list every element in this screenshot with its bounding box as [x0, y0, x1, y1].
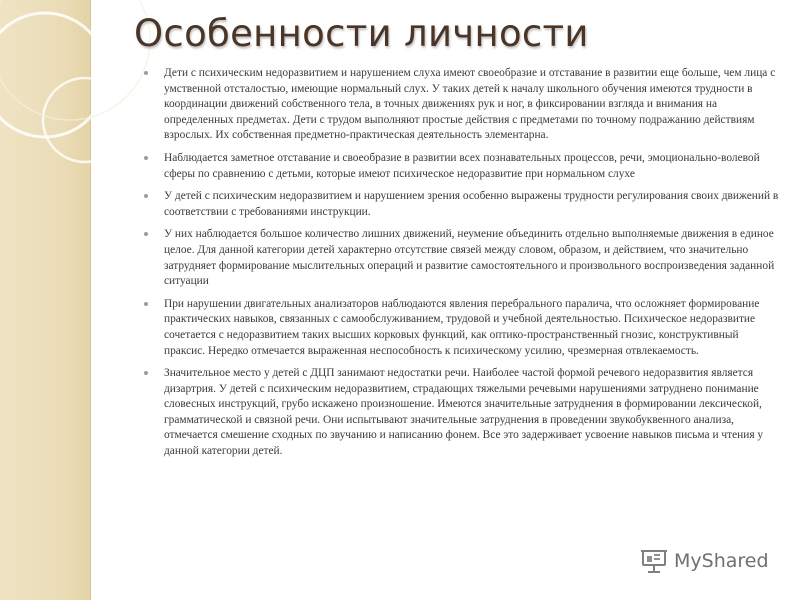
presentation-board-icon: [640, 548, 668, 574]
bullet-item: [144, 189, 780, 220]
bullet-dot-icon: [144, 232, 148, 236]
slide-title: Особенности личности: [134, 12, 589, 55]
bullet-dot-icon: [144, 302, 148, 306]
bullet-dot-icon: [144, 371, 148, 375]
bullet-item: [144, 151, 780, 182]
bullet-dot-icon: [144, 71, 148, 75]
bullet-text: У детей с психическим недоразвитием и нарушением зрения особенно выражены трудности регулирования своих движений в соответствии с требованиями инструкции.: [164, 190, 779, 218]
bullet-text: Наблюдается заметное отставание и своеобразие в развитии всех познавательных процессов, речи, эмоционально-волевой сферы по сравнению с детьми, которые имеют психическое недоразвитие при нормальном слухе: [164, 151, 760, 180]
bullet-text: При нарушении двигательных анализаторов наблюдаются явления перебрального паралича, что осложняет формирование практических навыков, связанных с самообслуживанием, трудовой и учебной деятельностью. Психическое недоразвитие сочетается с недоразвитием таких высших корковых функций, как оптико-пространственный гнозис, конструктивный праксис. Нередко отмечается выраженная неспособность к психическому усилию, чрезмерная отвлекаемость.: [164, 297, 760, 357]
bullet-dot-icon: [144, 156, 148, 160]
bullet-item: [144, 366, 780, 460]
watermark-text: MyShared: [674, 550, 769, 572]
bullet-item: [144, 66, 780, 144]
bullet-dot-icon: [144, 194, 148, 198]
bullet-text: У них наблюдается большое количество лишних движений, неумение объединить отдельно выполняемые движения в единое целое. Для данной категории детей характерно отсутствие связей между словом, образом, и действием, что значительно затрудняет формирование мыслительных операций и развитие самостоятельного и произвольного воспроизведения заданной ситуации: [164, 228, 775, 288]
slide-content: [144, 66, 780, 467]
bullet-text: Значительное место у детей с ДЦП занимают недостатки речи. Наиболее частой формой речевого недоразвития является дизартрия. У детей с психическим недоразвитием, страдающих тяжелыми речевыми нарушениями затруднено понимание словесных инструкций, грубо искажено произношение. Имеются значительные затруднения в формировании лексической, грамматической и связной речи. Они испытывают значительные затруднения в проведении звукобуквенного анализа, отмечается смешение сходных по звучанию и написанию фонем. Все это задерживает усвоение навыков письма и чтения у данной категории детей.: [164, 367, 764, 458]
myshared-watermark: [640, 548, 769, 574]
bullet-text: Дети с психическим недоразвитием и нарушением слуха имеют своеобразие и отставание в развитии еще больше, чем лица с умственной отсталостью, имеющие нормальный слух. У таких детей к началу школьного обучения имеются трудности в координации движений собственного тела, в точных движениях рук и ног, в фиксировании взгляда и внимания на определенных предметах. Дети с трудом выполняют простые действия с предметами по точному подражанию действиям взрослых. Их собственная предметно-практическая деятельность элементарна.: [164, 67, 776, 142]
bullet-list: [144, 66, 780, 460]
bullet-item: [144, 227, 780, 289]
bullet-item: [144, 297, 780, 359]
